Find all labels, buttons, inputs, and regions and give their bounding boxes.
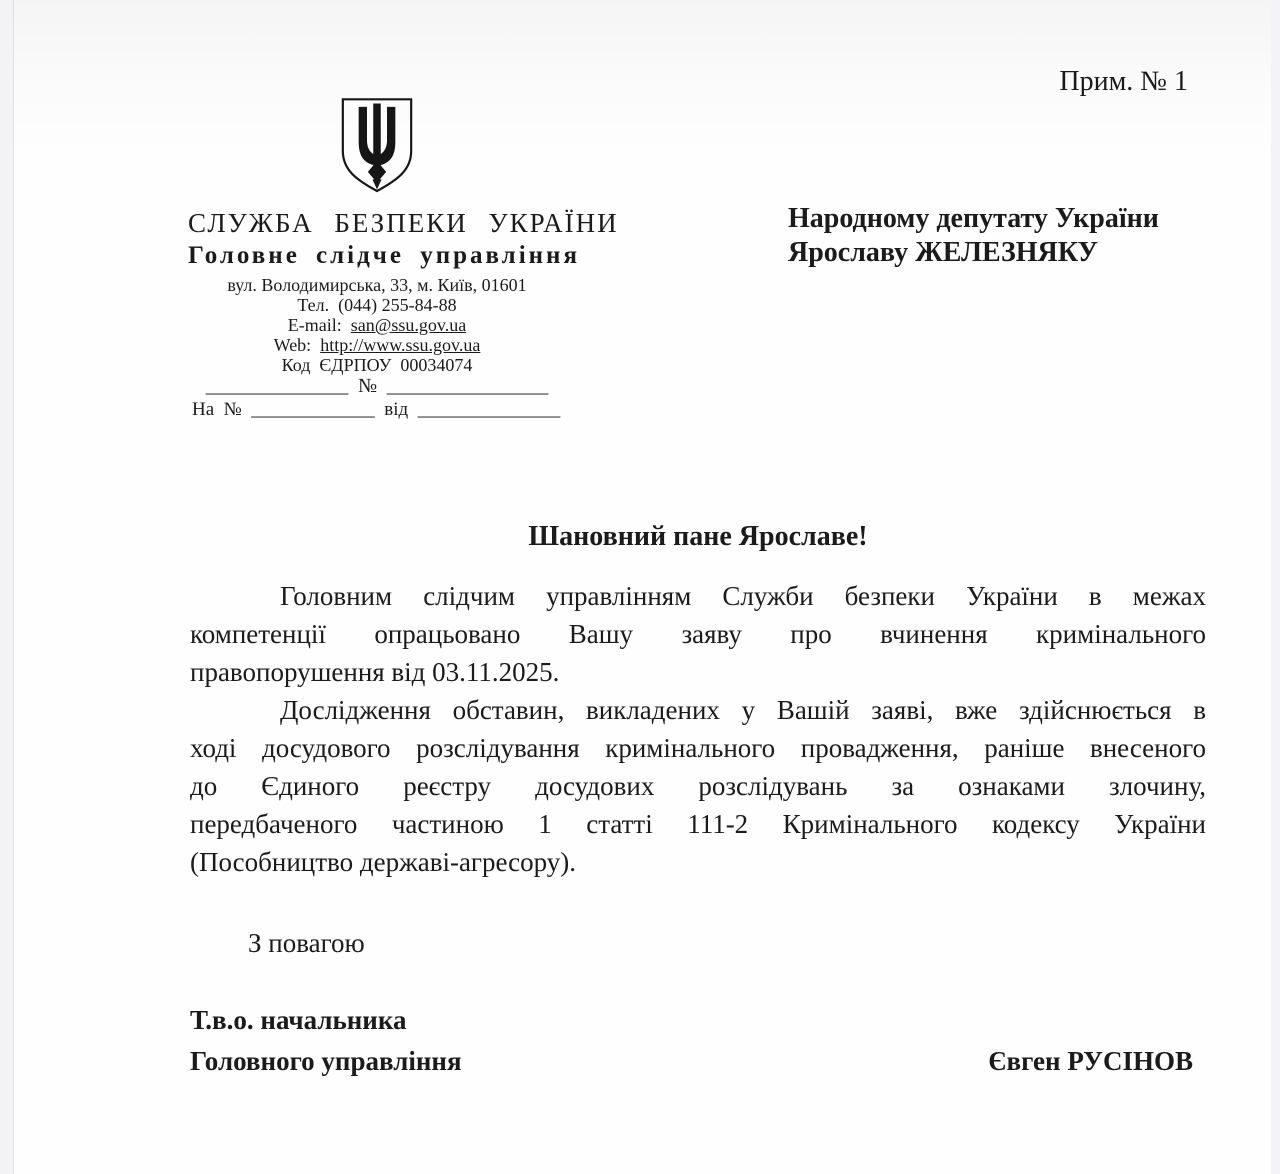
paragraph-line: компетенції опрацьовано Вашу заяву про вчинення кримінального <box>190 619 1206 649</box>
scan-right-edge <box>1271 0 1280 1174</box>
letterhead <box>188 96 619 421</box>
regards-line: З повагою <box>248 928 365 958</box>
paragraph-line: передбаченого частиною 1 статті 111-2 Кримінального кодексу України <box>190 809 1206 839</box>
paragraph <box>190 691 1206 881</box>
scan-left-edge <box>0 0 14 1174</box>
paragraph-line: Дослідження обставин, викладених у Вашій заяві, вже здійснюється в <box>280 695 1206 725</box>
division-name: Головне слідче управління <box>188 242 580 269</box>
paragraph-line: Головним слідчим управлінням Служби безпеки України в межах <box>280 581 1206 611</box>
ref-na-label: На № <box>192 399 242 420</box>
paragraph-line: ході досудового розслідування кримінального провадження, раніше внесеного <box>190 733 1206 763</box>
ref-blank-in: _____________ <box>241 399 385 420</box>
salutation: Шановний пане Ярославе! <box>528 521 868 552</box>
signer-position-line-2: Головного управління <box>190 1046 462 1076</box>
letter-body <box>190 577 1206 881</box>
signer-position-line-1: Т.в.о. начальника <box>190 1005 407 1035</box>
recipient-line-2: Ярославу ЖЕЛЕЗНЯКУ <box>788 237 1099 268</box>
org-name: СЛУЖБА БЕЗПЕКИ УКРАЇНИ <box>188 208 619 238</box>
recipient-block <box>788 202 1228 270</box>
paragraph-line: правопорушення від 03.11.2025. <box>190 657 560 687</box>
edrpou-line: Код ЄДРПОУ 00034074 <box>281 355 473 375</box>
signer-name: Євген РУСІНОВ <box>988 1046 1193 1076</box>
email-label: E-mail: <box>287 315 351 335</box>
ref-blank-right: _________________ <box>382 376 549 397</box>
ref-no-symbol: № <box>352 375 383 397</box>
web-line <box>188 335 566 355</box>
paragraph-line: (Пособництво державі-агресору). <box>190 847 577 877</box>
ref-number-line <box>188 375 566 398</box>
email-line <box>188 315 566 335</box>
ukraine-trident-shield-icon <box>335 96 419 196</box>
ref-blank-date: _______________ <box>408 399 561 420</box>
ref-reply-line <box>188 398 566 421</box>
phone-line: Тел. (044) 255-84-88 <box>297 295 457 315</box>
paragraph <box>190 577 1206 691</box>
web-label: Web: <box>273 335 321 355</box>
coat-of-arms <box>188 96 566 200</box>
paragraph-line: до Єдиного реєстру досудових розслідувань за ознаками злочину, <box>190 771 1206 801</box>
web-value: http://www.ssu.gov.ua <box>320 335 481 355</box>
signature-block <box>190 1000 1193 1082</box>
recipient-line-1: Народному депутату України <box>788 203 1159 234</box>
address-line: вул. Володимирська, 33, м. Київ, 01601 <box>227 275 527 295</box>
ref-blank-left: _______________ <box>205 376 353 397</box>
ref-vid-label: від <box>384 399 409 420</box>
email-value: san@ssu.gov.ua <box>350 315 467 335</box>
copy-number-note: Прим. № 1 <box>1059 66 1188 97</box>
